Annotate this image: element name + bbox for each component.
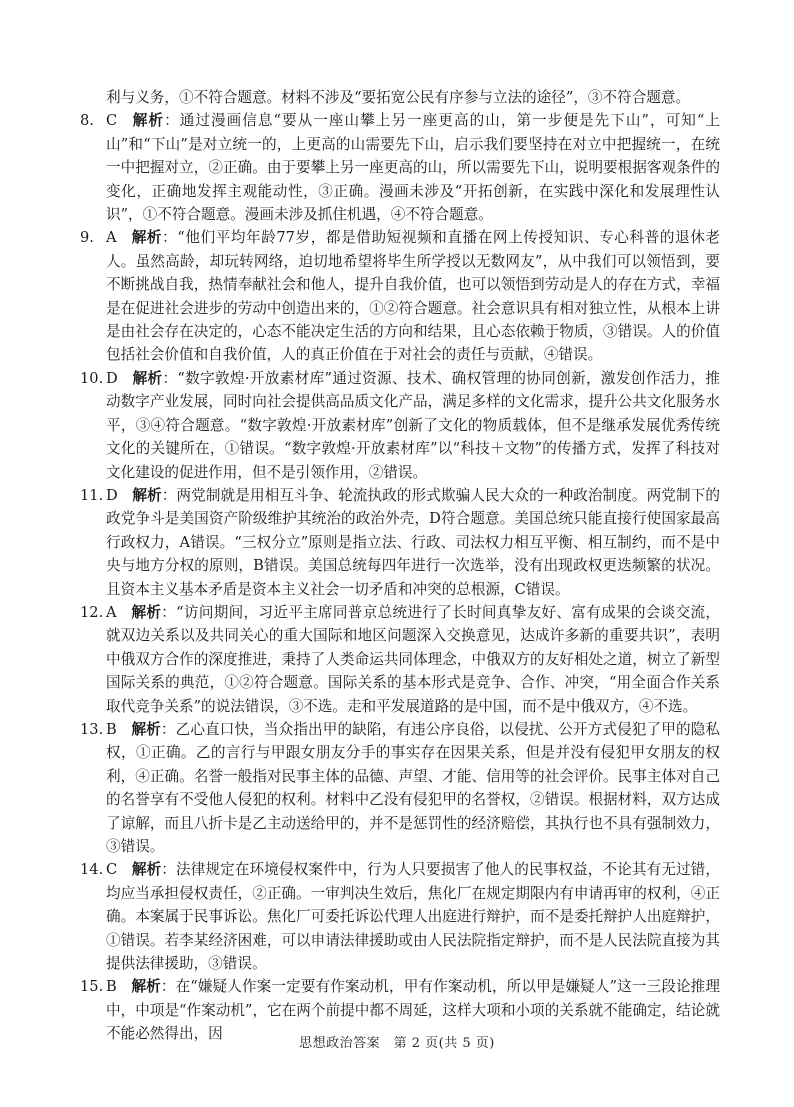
answer-letter: A	[106, 229, 117, 247]
question-number: 13.	[80, 720, 104, 738]
analysis-text: “数字敦煌·开放素材库”通过资源、技术、确权管理的协同创新，激发创作活力，推动数字产业发展，同时向社会提供高品质文化产品，满足多样的文化需求，提升公共文化服务水平，③④符合题意。“数字敦煌·开放素材库”创新了文化的物质载体，但不是继承发展优秀传统文化的关键所在，①错误。“数字敦煌·开放素材库”以“科技＋文物”的传播方式，发挥了科技对文化建设的促进作用，但不是引领作用，②错误。	[106, 369, 720, 481]
answer-item: 10. D 解析：“数字敦煌·开放素材库”通过资源、技术、确权管理的协同创新，激发创作活力，推动数字产业发展，同时向社会提供高品质文化产品，满足多样的文化需求，提升公共文化服务水平，③④符合题意。“数字敦煌·开放素材库”创新了文化的物质载体，但不是继承发展优秀传统文化的关键所在，①错误。“数字敦煌·开放素材库”以“科技＋文物”的传播方式，发挥了科技对文化建设的促进作用，但不是引领作用，②错误。	[80, 367, 720, 484]
question-number: 8.	[80, 112, 94, 130]
analysis-label: 解析	[131, 112, 165, 130]
answer-letter: D	[106, 486, 118, 504]
question-number: 14.	[80, 861, 104, 879]
analysis-text: 在“嫌疑人作案一定要有作案动机，甲有作案动机，所以甲是嫌疑人”这一三段论推理中，中项是“作案动机”，它在两个前提中都不周延，这样大项和小项的关系就不能确定，结论就不能必然得出，因	[106, 978, 720, 1043]
continued-text: 利与义务，①不符合题意。材料不涉及“要拓宽公民有序参与立法的途径”，③不符合题意。	[106, 89, 691, 106]
page-footer: 思想政治答案 第 2 页(共 5 页)	[299, 1036, 495, 1051]
analysis-label: 解析	[131, 603, 162, 621]
answer-letter: A	[106, 603, 117, 621]
analysis-text: 乙心直口快，当众指出甲的缺陷，有违公序良俗，以侵扰、公开方式侵犯了甲的隐私权，①正确。乙的言行与甲跟女朋友分手的事实存在因果关系，但是并没有侵犯甲女朋友的权利，④正确。名誉一般指对民事主体的品德、声望、才能、信用等的社会评价。民事主体对自己的名誉享有不受他人侵犯的权利。材料中乙没有侵犯甲的名誉权，②错误。根据材料，双方达成了谅解，而且八折卡是乙主动送给甲的，并不是惩罚性的经济赔偿，其执行也不具有强制效力，③错误。	[106, 720, 720, 855]
analysis-text: 法律规定在环境侵权案件中，行为人只要损害了他人的民事权益，不论其有无过错，均应当承担侵权责任，②正确。一审判决生效后，焦化厂在规定期限内有申请再审的权利，④正确。本案属于民事诉讼。焦化厂可委托诉讼代理人出庭进行辩护，而不是委托辩护人出庭辩护，①错误。若李某经济困难，可以申请法律援助或由人民法院指定辩护，而不是人民法院直接为其提供法律援助，③错误。	[106, 861, 720, 973]
analysis-text: “他们平均年龄77岁，都是借助短视频和直播在网上传授知识、专心科普的退休老人。虽然高龄，却玩转网络，迫切地希望将毕生所学授以无数网友”，从中我们可以领悟到，要不断挑战自我，热情奉献社会和他人，提升自我价值，也可以领悟到劳动是人的存在方式，幸福是在促进社会进步的劳动中创造出来的，①②符合题意。社会意识具有相对独立性，从根本上讲是由社会存在决定的，心态不能决定生活的方向和结果，且心态依赖于物质，③错误。人的价值包括社会价值和自我价值，人的真正价值在于对社会的责任与贡献，④错误。	[106, 229, 720, 364]
analysis-label: 解析	[131, 229, 163, 247]
analysis-text: 通过漫画信息“要从一座山攀上另一座更高的山，第一步便是先下山”，可知“上山”和“下山”是对立统一的，上更高的山需要先下山，启示我们要坚持在对立中把握统一，在统一中把握对立，②正确。由于要攀上另一座更高的山，所以需要先下山，说明要根据客观条件的变化，正确地发挥主观能动性，③正确。漫画未涉及“开拓创新，在实践中深化和发展理性认识”，①不符合题意。漫画未涉及抓住机遇，④不符合题意。	[106, 112, 720, 224]
answer-letter: B	[106, 978, 117, 996]
answer-item: 15. B 解析：在“嫌疑人作案一定要有作案动机，甲有作案动机，所以甲是嫌疑人”这一三段论推理中，中项是“作案动机”，它在两个前提中都不周延，这样大项和小项的关系就不能确定，结论就不能必然得出，因	[80, 975, 720, 1045]
question-number: 15.	[80, 978, 104, 996]
answer-content	[80, 86, 720, 1046]
analysis-label: 解析	[132, 486, 162, 504]
answer-list	[80, 109, 720, 1045]
question-number: 12.	[80, 603, 104, 621]
answer-item: 13. B 解析：乙心直口快，当众指出甲的缺陷，有违公序良俗，以侵扰、公开方式侵犯了甲的隐私权，①正确。乙的言行与甲跟女朋友分手的事实存在因果关系，但是并没有侵犯甲女朋友的权利，④正确。名誉一般指对民事主体的品德、声望、才能、信用等的社会评价。民事主体对自己的名誉享有不受他人侵犯的权利。材料中乙没有侵犯甲的名誉权，②错误。根据材料，双方达成了谅解，而且八折卡是乙主动送给甲的，并不是惩罚性的经济赔偿，其执行也不具有强制效力，③错误。	[80, 718, 720, 858]
analysis-label: 解析	[132, 369, 163, 387]
analysis-label: 解析	[131, 720, 161, 738]
answer-item: 8. C 解析：通过漫画信息“要从一座山攀上另一座更高的山，第一步便是先下山”，可知“上山”和“下山”是对立统一的，上更高的山需要先下山，启示我们要坚持在对立中把握统一，在统一中把握对立，②正确。由于要攀上另一座更高的山，所以需要先下山，说明要根据客观条件的变化，正确地发挥主观能动性，③正确。漫画未涉及“开拓创新，在实践中深化和发展理性认识”，①不符合题意。漫画未涉及抓住机遇，④不符合题意。	[80, 109, 720, 226]
answer-letter: C	[106, 861, 118, 879]
answer-letter: D	[106, 369, 118, 387]
analysis-text: “访问期间，习近平主席同普京总统进行了长时间真挚友好、富有成果的会谈交流，就双边关系以及共同关心的重大国际和地区问题深入交换意见，达成许多新的重要共识”，表明中俄双方合作的深度推进，秉持了人类命运共同体理念，中俄双方的友好相处之道，树立了新型国际关系的典范，①②符合题意。国际关系的基本形式是竞争、合作、冲突，“用全面合作关系取代竞争关系”的说法错误，③不选。走和平发展道路的是中国，而不是中俄双方，④不选。	[106, 603, 720, 715]
question-number: 10.	[80, 369, 104, 387]
question-number: 11.	[80, 486, 104, 504]
answer-letter: C	[106, 112, 118, 130]
answer-item: 12. A 解析：“访问期间，习近平主席同普京总统进行了长时间真挚友好、富有成果的会谈交流，就双边关系以及共同关心的重大国际和地区问题深入交换意见，达成许多新的重要共识”，表明中俄双方合作的深度推进，秉持了人类命运共同体理念，中俄双方的友好相处之道，树立了新型国际关系的典范，①②符合题意。国际关系的基本形式是竞争、合作、冲突，“用全面合作关系取代竞争关系”的说法错误，③不选。走和平发展道路的是中国，而不是中俄双方，④不选。	[80, 601, 720, 718]
analysis-text: 两党制就是用相互斗争、轮流执政的形式欺骗人民大众的一种政治制度。两党制下的政党争斗是美国资产阶级维护其统治的政治外壳，D符合题意。美国总统只能直接行使国家最高行政权力，A错误。“三权分立”原则是指立法、行政、司法权力相互平衡、相互制约，而不是中央与地方分权的原则，B错误。美国总统每四年进行一次选举，没有出现政权更迭频繁的状况。且资本主义基本矛盾是资本主义社会一切矛盾和冲突的总根源，C错误。	[106, 486, 720, 598]
analysis-label: 解析	[131, 978, 161, 996]
answer-item: 9. A 解析：“他们平均年龄77岁，都是借助短视频和直播在网上传授知识、专心科普的退休老人。虽然高龄，却玩转网络，迫切地希望将毕生所学授以无数网友”，从中我们可以领悟到，要不断挑战自我，热情奉献社会和他人，提升自我价值，也可以领悟到劳动是人的存在方式，幸福是在促进社会进步的劳动中创造出来的，①②符合题意。社会意识具有相对独立性，从根本上讲是由社会存在决定的，心态不能决定生活的方向和结果，且心态依赖于物质，③错误。人的价值包括社会价值和自我价值，人的真正价值在于对社会的责任与贡献，④错误。	[80, 226, 720, 366]
question-number: 9.	[80, 229, 94, 247]
answer-item: 11. D 解析：两党制就是用相互斗争、轮流执政的形式欺骗人民大众的一种政治制度。两党制下的政党争斗是美国资产阶级维护其统治的政治外壳，D符合题意。美国总统只能直接行使国家最高行政权力，A错误。“三权分立”原则是指立法、行政、司法权力相互平衡、相互制约，而不是中央与地方分权的原则，B错误。美国总统每四年进行一次选举，没有出现政权更迭频繁的状况。且资本主义基本矛盾是资本主义社会一切矛盾和冲突的总根源，C错误。	[80, 484, 720, 601]
analysis-label: 解析	[131, 861, 162, 879]
answer-item: 14. C 解析：法律规定在环境侵权案件中，行为人只要损害了他人的民事权益，不论其有无过错，均应当承担侵权责任，②正确。一审判决生效后，焦化厂在规定期限内有申请再审的权利，④正确。本案属于民事诉讼。焦化厂可委托诉讼代理人出庭进行辩护，而不是委托辩护人出庭辩护，①错误。若李某经济困难，可以申请法律援助或由人民法院指定辩护，而不是人民法院直接为其提供法律援助，③错误。	[80, 858, 720, 975]
answer-letter: B	[106, 720, 117, 738]
